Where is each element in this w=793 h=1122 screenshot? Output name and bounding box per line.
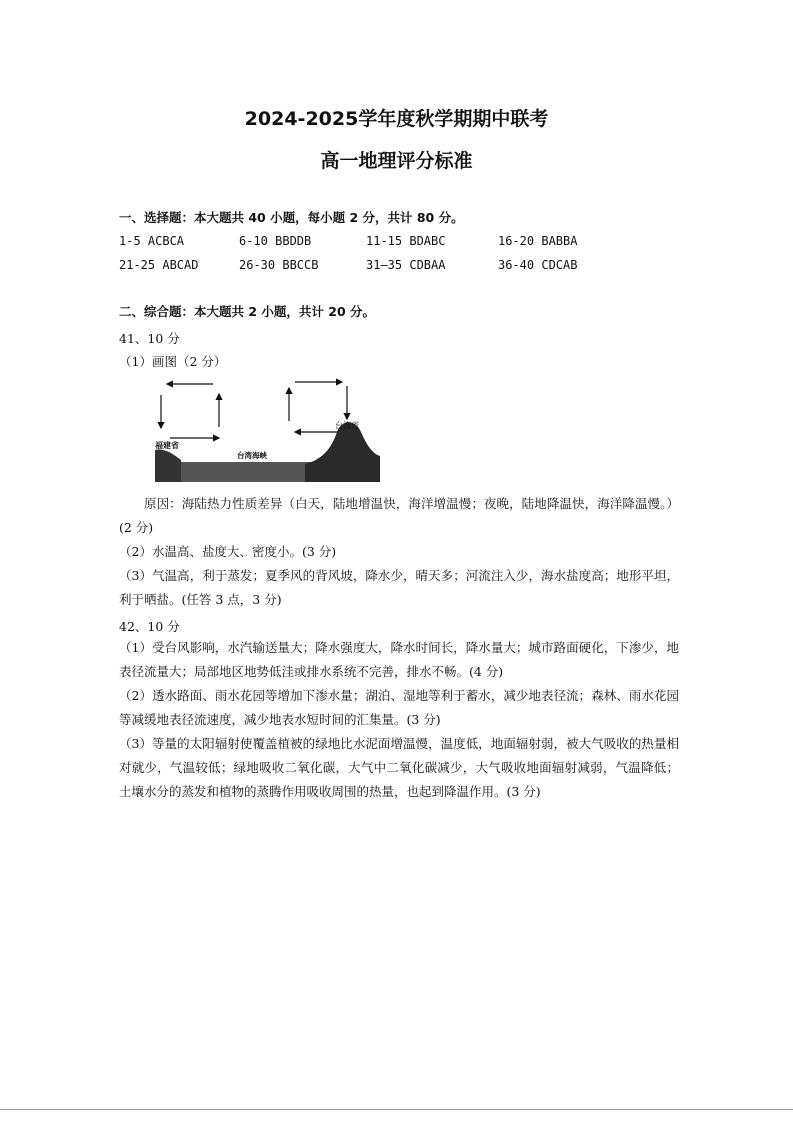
sea-land-breeze-diagram (155, 376, 380, 482)
page-title: 2024-2025学年度秋学期期中联考 (244, 108, 549, 130)
fujian-label: 福建省 (155, 441, 179, 450)
fujian-coast (155, 449, 181, 482)
answer-group: 36-40 CDCAB (498, 258, 578, 272)
strait-label: 台湾海峡 (237, 451, 267, 460)
q41-label: 41、10 分 (119, 331, 180, 346)
page-bottom-rule (0, 1109, 793, 1110)
q42-part3: （3）等量的太阳辐射使覆盖植被的绿地比水泥面增温慢，温度低，地面辐射弱，被大气吸收的热量相对就少，气温较低；绿地吸收二氧化碳，大气中二氧化碳减少，大气吸收地面辐射减弱，气温降低；土壤水分的蒸发和植物的蒸腾作用吸收周围的热量，也起到降温作用。(3 分) (119, 736, 679, 799)
taiwan-label: 台湾省 (335, 421, 359, 430)
taiwan-island (305, 422, 380, 482)
page-subtitle: 高一地理评分标准 (320, 150, 473, 172)
section2-heading: 二、综合题：本大题共 2 小题，共计 20 分。 (119, 304, 376, 319)
q41-reason: 原因：海陆热力性质差异（白天，陆地增温快，海洋增温慢；夜晚，陆地降温快，海洋降温慢。）(2 分) (119, 496, 679, 535)
answer-group: 21-25 ABCAD (119, 258, 199, 272)
answer-group: 26-30 BBCCB (239, 258, 319, 272)
q42-part2: （2）透水路面、雨水花园等增加下渗水量；湖泊、湿地等利于蓄水，减少地表径流；森林、雨水花园等减缓地表径流速度，减少地表水短时间的汇集量。(3 分) (119, 688, 679, 727)
section1-heading: 一、选择题：本大题共 40 小题，每小题 2 分，共计 80 分。 (119, 210, 464, 225)
answer-group: 6-10 BBDDB (239, 234, 312, 248)
q42-part1: （1）受台风影响，水汽输送量大；降水强度大，降水时间长，降水量大；城市路面硬化，下渗少，地表径流量大；局部地区地势低洼或排水系统不完善，排水不畅。(4 分) (119, 640, 679, 679)
answer-group: 31—35 CDBAA (366, 258, 446, 272)
answer-group: 1-5 ACBCA (119, 234, 185, 248)
q41-part2: （2）水温高、盐度大、密度小。(3 分) (119, 544, 337, 559)
q42-label: 42、10 分 (119, 619, 180, 634)
answer-group: 16-20 BABBA (498, 234, 578, 248)
q41-part3: （3）气温高，利于蒸发；夏季风的背风坡，降水少，晴天多；河流注入少，海水盐度高；地形平坦，利于晒盐。(任答 3 点，3 分) (119, 568, 679, 607)
q41-part1: （1）画图（2 分） (119, 354, 227, 369)
answer-group: 11-15 BDABC (366, 234, 446, 248)
